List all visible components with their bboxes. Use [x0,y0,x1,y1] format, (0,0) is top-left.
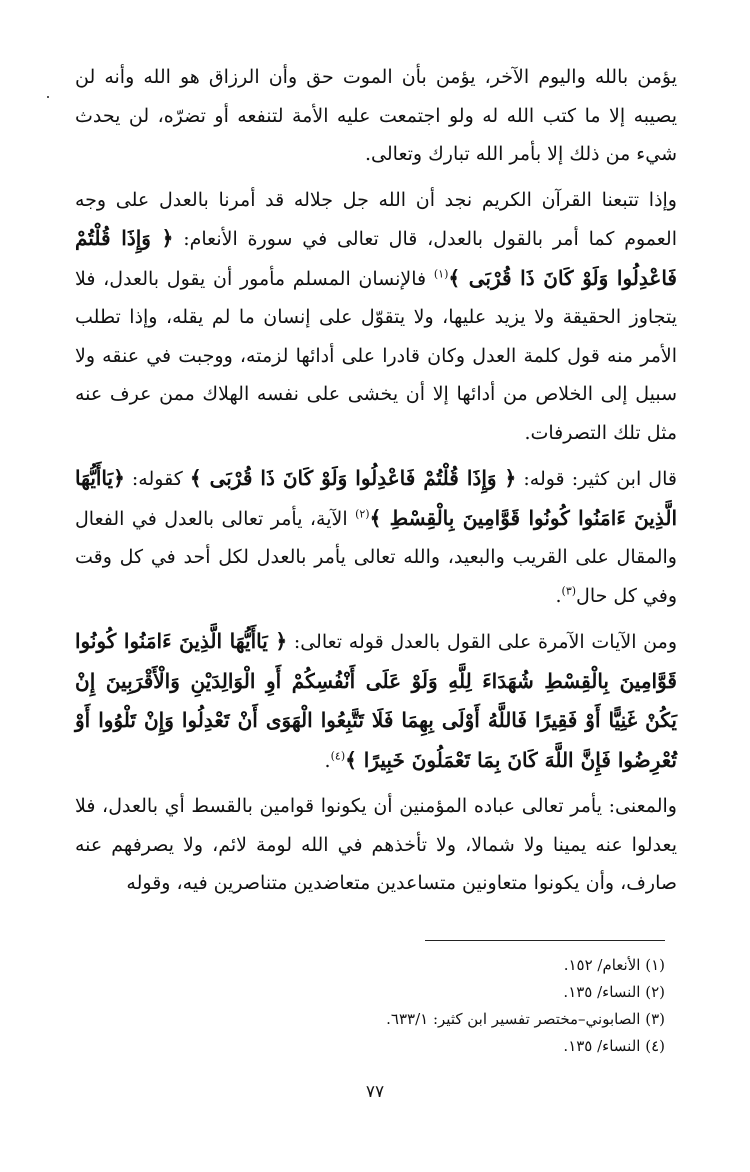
paragraph-text: والمعنى: يأمر تعالى عباده المؤمنين أن يكونوا قوامين بالقسط أي بالعدل، فلا يعدلوا عنه يمينا ولا شمالا، ولا تأخذهم في الله لومة لائم، ولا يصرفهم عنه صارف، وأن يكونوا متعاونين متساعدين متعاضدين متناصرين فيه، وقوله [75,795,677,894]
page-body [75,58,677,910]
paragraph-3 [75,459,677,615]
paragraph-4 [75,622,677,780]
footnote-ref: (٣) [561,584,577,598]
paragraph-2 [75,181,677,453]
paragraph-text: يؤمن بالله واليوم الآخر، يؤمن بأن الموت حق وأن الرزاق هو الله وأنه لن يصيبه إلا ما كتب الله له ولو اجتمعت عليه الأمة لتنفعه أو تضرّه، لن يحدث شيء من ذلك إلا بأمر الله تبارك وتعالى. [75,66,677,165]
paragraph-1 [75,58,677,174]
quran-verse: ﴿يَاأَيُّهَا الَّذِينَ ءَامَنُوا كُونُوا قَوَّامِينَ بِالْقِسْطِ ﴾ [75,466,678,530]
paragraph-text: . [324,749,331,772]
quran-verse: ﴿ وَإِذَا قُلْتُمْ فَاعْدِلُوا وَلَوْ كَانَ ذَا قُرْبَى ﴾ [189,466,517,490]
paragraph-5 [75,787,677,903]
quran-verse: ﴿ يَاأَيُّهَا الَّذِينَ ءَامَنُوا كُونُوا قَوَّامِينَ بِالْقِسْطِ شُهَدَاءَ لِلَّهِ وَلَوْ عَلَى أَنْفُسِكُمْ أَوِ الْوَالِدَيْنِ وَالْأَقْرَبِينَ إِنْ يَكُنْ غَنِيًّا أَوْ فَقِيرًا فَاللَّهُ أَوْلَى بِهِمَا فَلَا تَتَّبِعُوا الْهَوَى أَنْ تَعْدِلُوا وَإِنْ تَلْوُوا أَوْ تُعْرِضُوا فَإِنَّ اللَّهَ كَانَ بِمَا تَعْمَلُونَ خَبِيرًا ﴾ [75,629,677,772]
paragraph-text: . [555,584,562,607]
paragraph-text: قال ابن كثير: قوله: [516,468,677,490]
footnote-2: (٢) النساء/ ١٣٥. [563,983,665,1001]
paragraph-text: الآية، يأمر تعالى بالعدل في الفعال والمقال على القريب والبعيد، والله تعالى يأمر بالعدل لكل أحد في كل وقت وفي كل حال [75,507,677,607]
footnotes [75,952,665,1060]
paragraph-text: كقوله: [124,468,190,490]
footnote-1: (١) الأنعام/ ١٥٢. [563,956,665,974]
footnote-4: (٤) النساء/ ١٣٥. [563,1037,665,1055]
footnote-3: (٣) الصابوني–مختصر تفسير ابن كثير: ٦٣٣/١. [386,1010,665,1028]
footnote-ref: (٤) [330,749,346,763]
paragraph-text: وإذا تتبعنا القرآن الكريم نجد أن الله جل جلاله قد أمرنا بالعدل على وجه العموم كما أمر بالقول بالعدل، قال تعالى في سورة الأنعام: [75,188,677,250]
footnote-ref: (٢) [355,507,370,521]
paragraph-text: ومن الآيات الآمرة على القول بالعدل قوله تعالى: [287,631,677,653]
paragraph-text: فالإنسان المسلم مأمور أن يقول بالعدل، فلا يتجاوز الحقيقة ولا يزيد عليها، ولا يتقوّل على إنسان ما لم يقله، وإذا تطلب الأمر منه قول كلمة العدل وكان قادرا على أدائها لزمته، ووجبت في عنقه ولا سبيل إلى الخلاص من أدائها إلا أن يخشى على نفسه الهلاك ممن عرف عنه مثل تلك التصرفات. [75,267,677,444]
margin-dot [47,96,49,98]
quran-verse: ﴿ وَإِذَا قُلْتُمْ فَاعْدِلُوا وَلَوْ كَانَ ذَا قُرْبَى ﴾ [75,226,677,290]
page-number: ٧٧ [365,1082,385,1102]
footnote-separator [425,940,665,941]
footnote-ref: (١) [433,267,449,281]
